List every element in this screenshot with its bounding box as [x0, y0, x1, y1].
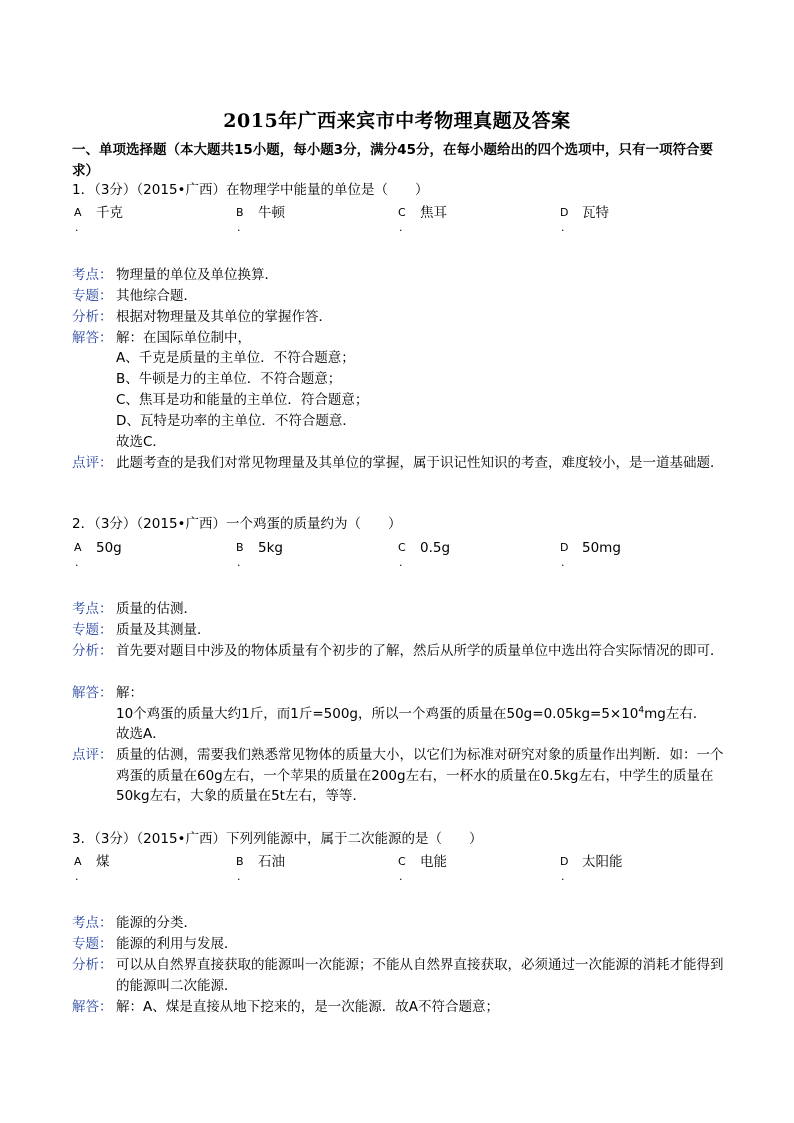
- section-heading: 一、单项选择题（本大题共15小题，每小题3分，满分45分，在每小题给出的四个选项中，只有一项符合要求）: [72, 142, 713, 179]
- zhuanti-label: 专题：: [72, 622, 113, 638]
- option-letter: B: [236, 541, 244, 554]
- question-1-jieda-line: A、千克是质量的主单位．不符合题意；: [116, 350, 355, 366]
- option-dot: .: [237, 221, 241, 234]
- option-text: 煤: [96, 854, 110, 870]
- question-2-fenxi: 首先要对题目中涉及的物体质量有个初步的了解，然后从所学的质量单位中选出符合实际情况的即可．: [116, 643, 724, 659]
- option-letter: C: [398, 855, 406, 868]
- question-2-stem: 2．（3分）（2015•广西）一个鸡蛋的质量约为（ ）: [72, 516, 402, 532]
- option-dot: .: [75, 556, 79, 569]
- question-3-zhuanti: 能源的利用与发展．: [116, 936, 238, 952]
- option-letter: D: [560, 206, 569, 219]
- question-1-jieda-line: 解：在国际单位制中，: [116, 330, 251, 346]
- dianping-label: 点评：: [72, 747, 113, 763]
- option-letter: C: [398, 206, 406, 219]
- option-dot: .: [75, 221, 79, 234]
- option-letter: B: [236, 855, 244, 868]
- dianping-label: 点评：: [72, 455, 113, 471]
- question-2-jieda-main: [116, 704, 706, 724]
- zhuanti-label: 专题：: [72, 936, 113, 952]
- option-dot: .: [75, 870, 79, 883]
- jieda-main-text-end: mg左右．: [644, 706, 707, 722]
- question-1-dianping: 此题考查的是我们对常见物理量及其单位的掌握，属于识记性知识的考查，难度较小，是一道基础题．: [116, 455, 724, 471]
- question-1-jieda-line: 故选C．: [116, 434, 166, 450]
- option-text: 石油: [258, 854, 285, 870]
- question-1-zhuanti: 其他综合题．: [116, 288, 197, 304]
- option-dot: .: [561, 556, 565, 569]
- option-text: 5kg: [258, 540, 283, 556]
- option-text: 焦耳: [420, 205, 447, 221]
- jieda-label: 解答：: [72, 685, 113, 701]
- jieda-label: 解答：: [72, 999, 113, 1015]
- option-text: 50g: [96, 540, 122, 556]
- zhuanti-label: 专题：: [72, 288, 113, 304]
- option-text: 瓦特: [582, 205, 609, 221]
- question-3-stem: 3．（3分）（2015•广西）下列列能源中，属于二次能源的是（ ）: [72, 831, 483, 847]
- option-dot: .: [561, 221, 565, 234]
- question-3-jieda: 解：A、煤是直接从地下挖来的，是一次能源．故A不符合题意；: [116, 999, 499, 1015]
- option-text: 50mg: [582, 540, 621, 556]
- option-dot: .: [399, 221, 403, 234]
- option-letter: A: [74, 541, 82, 554]
- question-2-jieda-last: 故选A．: [116, 726, 166, 742]
- question-1-jieda-line: B、牛顿是力的主单位．不符合题意；: [116, 371, 342, 387]
- question-2-kaodian: 质量的估测．: [116, 601, 197, 617]
- option-letter: C: [398, 541, 406, 554]
- question-3-kaodian: 能源的分类．: [116, 915, 197, 931]
- jieda-main-text: 10个鸡蛋的质量大约1斤，而1斤=500g，所以一个鸡蛋的质量在50g=0.05kg=5×10: [116, 706, 639, 722]
- option-text: 牛顿: [258, 205, 285, 221]
- option-dot: .: [561, 870, 565, 883]
- question-1-fenxi: 根据对物理量及其单位的掌握作答．: [116, 309, 332, 325]
- question-1-jieda-line: C、焦耳是功和能量的主单位．符合题意；: [116, 392, 369, 408]
- option-dot: .: [399, 556, 403, 569]
- question-2-zhuanti: 质量及其测量．: [116, 622, 211, 638]
- kaodian-label: 考点：: [72, 915, 113, 931]
- option-text: 千克: [96, 205, 123, 221]
- document-title: 2015年广西来宾市中考物理真题及答案: [223, 110, 571, 132]
- option-letter: D: [560, 855, 569, 868]
- kaodian-label: 考点：: [72, 601, 113, 617]
- exponent: 4: [638, 705, 645, 716]
- question-1-jieda-line: D、瓦特是功率的主单位．不符合题意．: [116, 413, 356, 429]
- question-1-stem: 1．（3分）（2015•广西）在物理学中能量的单位是（ ）: [72, 182, 429, 198]
- option-text: 电能: [420, 854, 447, 870]
- question-2-dianping: 质量的估测，需要我们熟悉常见物体的质量大小，以它们为标准对研究对象的质量作出判断．如：一个鸡蛋的质量在60g左右，一个苹果的质量在200g左右，一杯水的质量在0.5kg左右，中学生的质量在50kg左右，大象的质量在5t左右，等等．: [116, 747, 724, 805]
- fenxi-label: 分析：: [72, 957, 113, 973]
- kaodian-label: 考点：: [72, 267, 113, 283]
- option-dot: .: [237, 870, 241, 883]
- option-letter: D: [560, 541, 569, 554]
- fenxi-label: 分析：: [72, 643, 113, 659]
- jieda-label: 解答：: [72, 330, 113, 346]
- question-3-fenxi: 可以从自然界直接获取的能源叫一次能源；不能从自然界直接获取，必须通过一次能源的消耗才能得到的能源叫二次能源．: [116, 957, 724, 994]
- option-letter: A: [74, 206, 82, 219]
- option-letter: A: [74, 855, 82, 868]
- question-2-jieda-first: 解：: [116, 685, 143, 701]
- fenxi-label: 分析：: [72, 309, 113, 325]
- option-letter: B: [236, 206, 244, 219]
- option-dot: .: [399, 870, 403, 883]
- question-1-kaodian: 物理量的单位及单位换算．: [116, 267, 278, 283]
- option-text: 太阳能: [582, 854, 623, 870]
- option-dot: .: [237, 556, 241, 569]
- option-text: 0.5g: [420, 540, 451, 556]
